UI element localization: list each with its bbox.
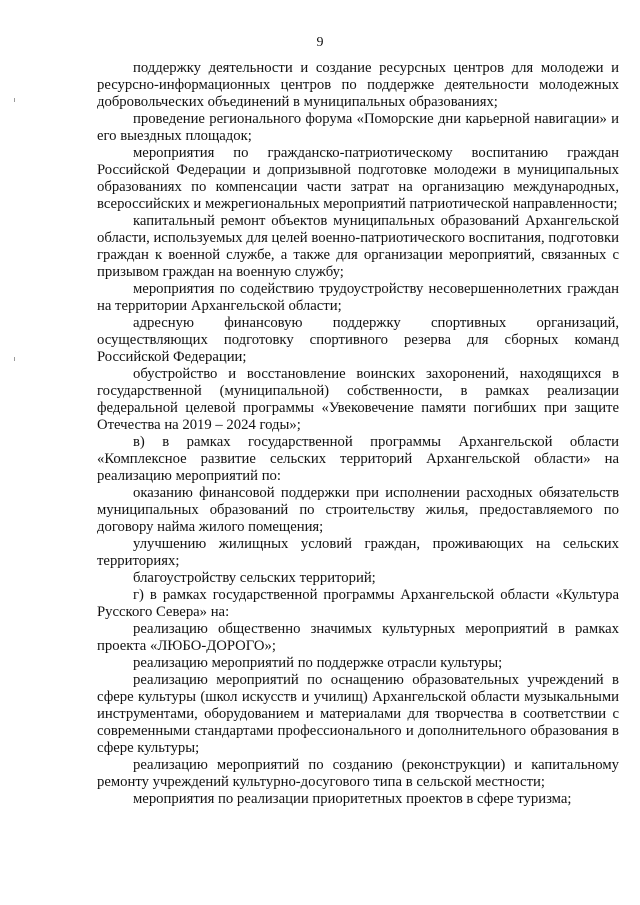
paragraph: поддержку деятельности и создание ресурсных центров для молодежи и ресурсно-информационных центров по поддержке деятельности молодежных добровольческих объединений в муниципальных образованиях;	[97, 60, 619, 110]
scan-margin-mark	[14, 98, 15, 102]
scan-margin-mark	[14, 357, 15, 361]
paragraph: адресную финансовую поддержку спортивных организаций, осуществляющих подготовку спортивного резерва для сборных команд Российской Федерации;	[97, 315, 619, 365]
paragraph: г) в рамках государственной программы Архангельской области «Культура Русского Севера» на:	[97, 587, 619, 620]
paragraph: в) в рамках государственной программы Архангельской области «Комплексное развитие сельских территорий Архангельской области» на реализацию мероприятий по:	[97, 434, 619, 484]
page-number: 9	[316, 35, 324, 50]
paragraph: капитальный ремонт объектов муниципальных образований Архангельской области, используемых для целей военно-патриотического воспитания, подготовки граждан к военной службе, а также для организации мероприятий, связанных с призывом граждан на военную службу;	[97, 213, 619, 280]
paragraph: оказанию финансовой поддержки при исполнении расходных обязательств муниципальных образований по строительству жилья, предоставляемого по договору найма жилого помещения;	[97, 485, 619, 535]
document-body	[97, 60, 619, 808]
paragraph: обустройство и восстановление воинских захоронений, находящихся в государственной (муниципальной) собственности, в рамках реализации федеральной целевой программы «Увековечение памяти погибших при защите Отечества на 2019 – 2024 годы»;	[97, 366, 619, 433]
paragraph: реализацию общественно значимых культурных мероприятий в рамках проекта «ЛЮБО-ДОРОГО»;	[97, 621, 619, 654]
paragraph: реализацию мероприятий по созданию (реконструкции) и капитальному ремонту учреждений культурно-досугового типа в сельской местности;	[97, 757, 619, 790]
paragraph: благоустройству сельских территорий;	[133, 570, 376, 586]
paragraph: мероприятия по содействию трудоустройству несовершеннолетних граждан на территории Архангельской области;	[97, 281, 619, 314]
paragraph: мероприятия по гражданско-патриотическому воспитанию граждан Российской Федерации и допризывной подготовке молодежи в муниципальных образованиях по компенсации части затрат на организацию международных, всероссийских и межрегиональных мероприятий патриотической направленности;	[97, 145, 619, 212]
paragraph: улучшению жилищных условий граждан, проживающих на сельских территориях;	[97, 536, 619, 569]
paragraph: реализацию мероприятий по поддержке отрасли культуры;	[133, 655, 503, 671]
paragraph: проведение регионального форума «Поморские дни карьерной навигации» и его выездных площадок;	[97, 111, 619, 144]
paragraph: реализацию мероприятий по оснащению образовательных учреждений в сфере культуры (школ искусств и училищ) Архангельской области музыкальными инструментами, оборудованием и материалами для творчества в соответствии с современными стандартами профессионального и дополнительного образования в сфере культуры;	[97, 672, 619, 756]
paragraph: мероприятия по реализации приоритетных проектов в сфере туризма;	[133, 791, 572, 807]
